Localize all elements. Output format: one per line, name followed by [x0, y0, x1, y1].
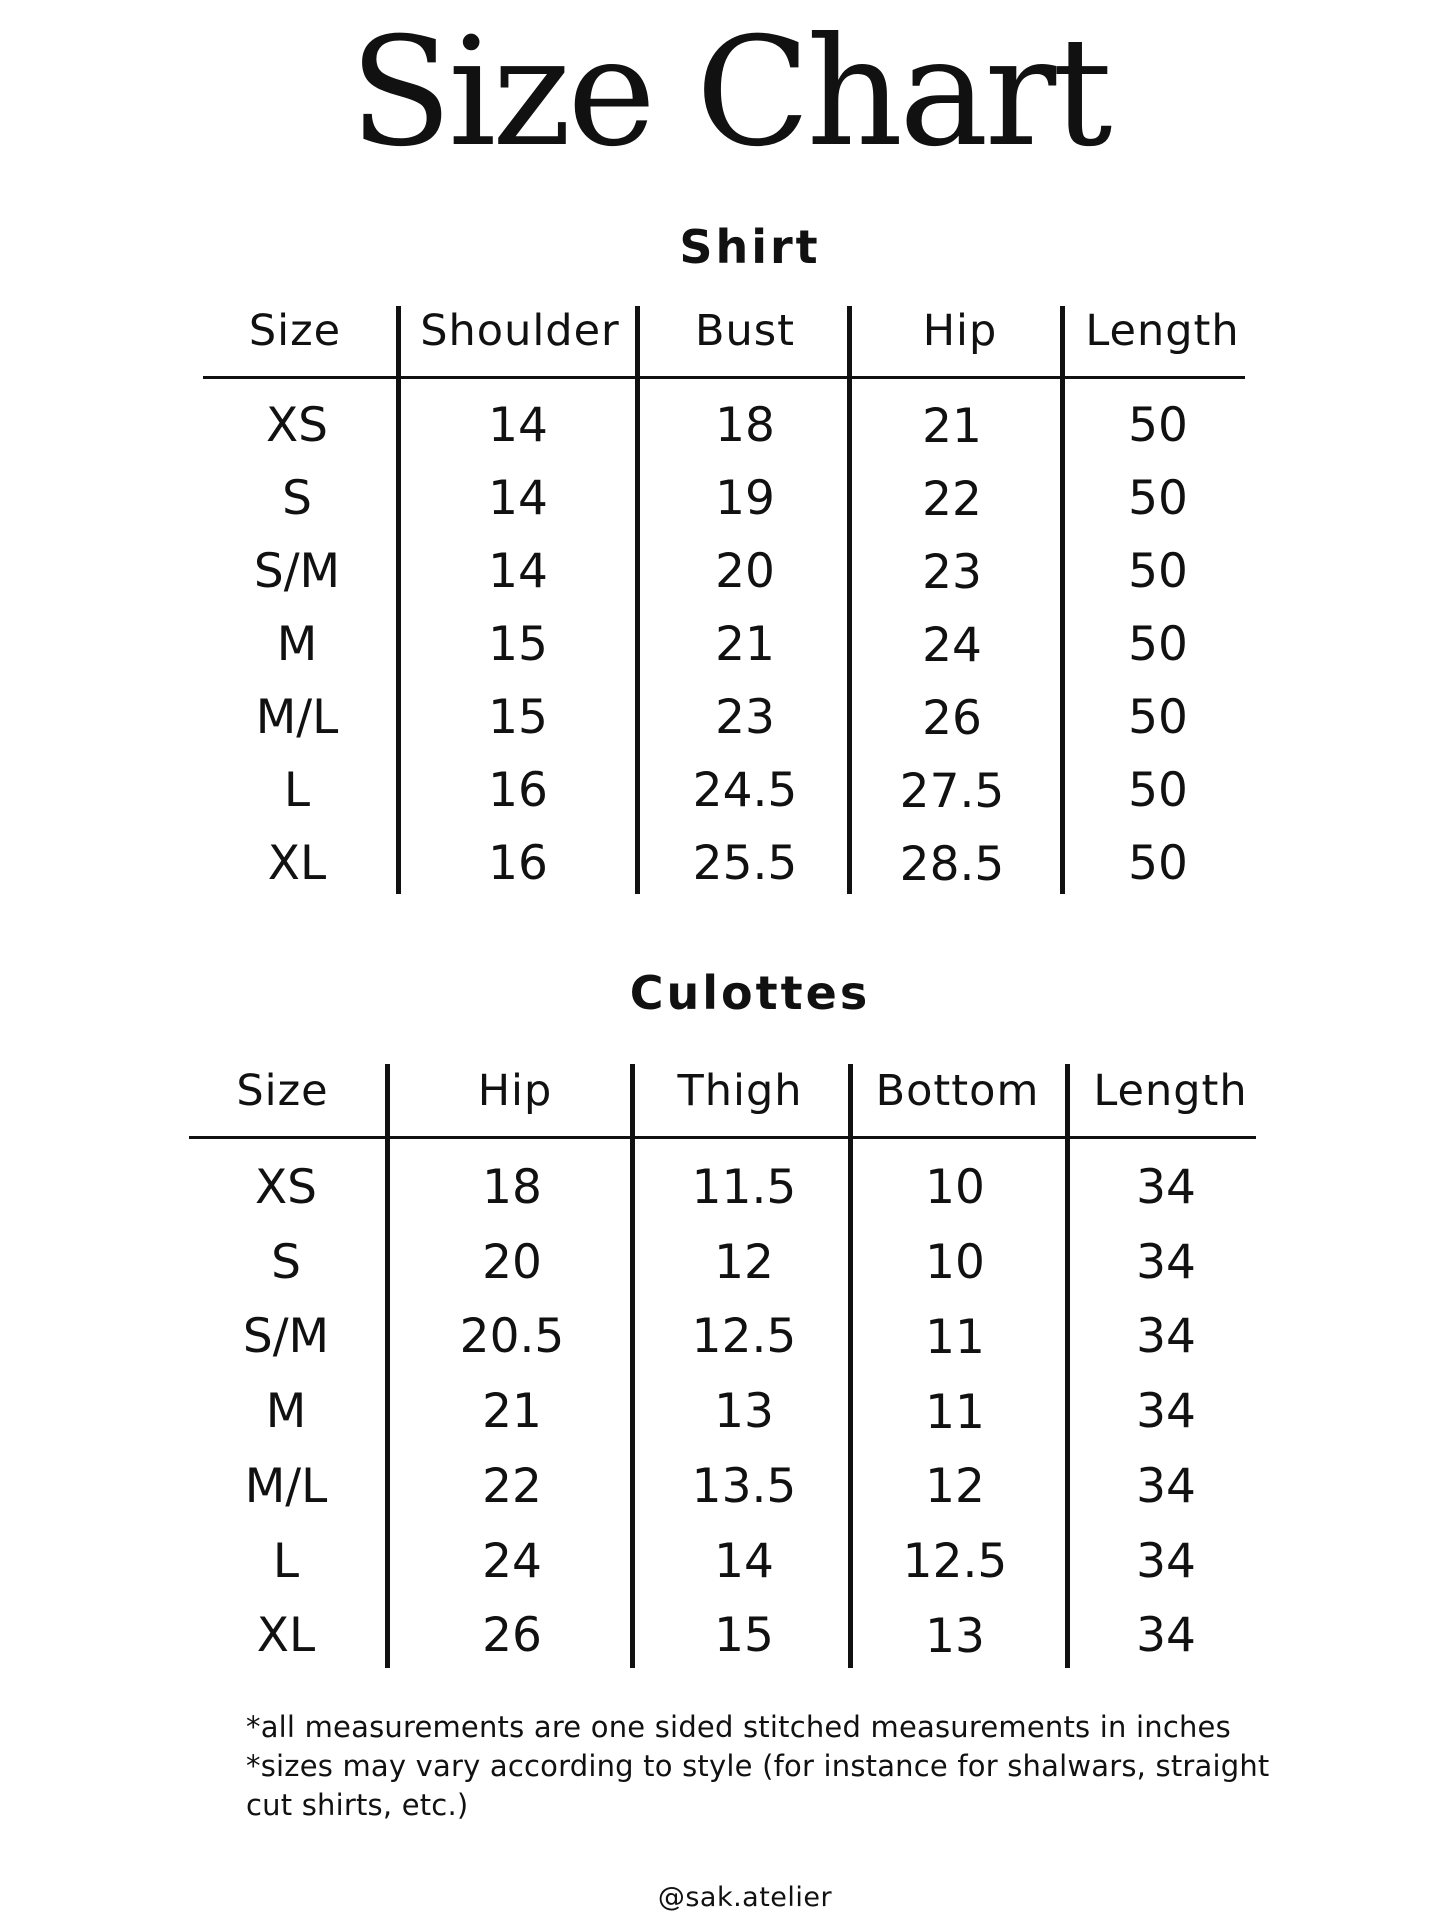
culottes-cell-length: 34	[1136, 1309, 1196, 1364]
shirt-cell-bust: 25.5	[692, 836, 798, 891]
shirt-cell-shoulder: 14	[488, 544, 548, 599]
shirt-cell-shoulder: 16	[488, 836, 548, 891]
culottes-cell-bottom: 12	[925, 1459, 985, 1514]
culottes-cell-thigh: 13.5	[691, 1459, 797, 1514]
culottes-column-divider	[630, 1064, 635, 1668]
shirt-cell-shoulder: 15	[488, 617, 548, 672]
shirt-cell-length: 50	[1128, 763, 1188, 818]
culottes-cell-thigh: 12	[714, 1235, 774, 1290]
culottes-cell-bottom: 12.5	[902, 1534, 1008, 1589]
shirt-cell-hip: 28.5	[899, 837, 1005, 892]
shirt-cell-shoulder: 14	[488, 398, 548, 453]
shirt-cell-length: 50	[1128, 471, 1188, 526]
culottes-cell-length: 34	[1136, 1160, 1196, 1215]
measurement-note: *all measurements are one sided stitched measurements in inches	[246, 1710, 1231, 1744]
shirt-cell-length: 50	[1128, 544, 1188, 599]
shirt-cell-size: S	[282, 471, 312, 526]
culottes-cell-hip: 24	[482, 1534, 542, 1589]
culottes-cell-hip: 22	[482, 1459, 542, 1514]
culottes-cell-length: 34	[1136, 1235, 1196, 1290]
culottes-column-divider	[848, 1064, 853, 1668]
shirt-cell-hip: 26	[922, 691, 982, 746]
culottes-header-hip: Hip	[477, 1066, 553, 1116]
shirt-column-divider	[635, 306, 640, 894]
shirt-cell-size: M	[276, 617, 318, 672]
culottes-cell-thigh: 13	[714, 1384, 774, 1439]
culottes-cell-hip: 21	[482, 1384, 542, 1439]
shirt-cell-hip: 27.5	[899, 764, 1005, 819]
social-handle: @sak.atelier	[657, 1882, 833, 1913]
culottes-cell-thigh: 14	[714, 1534, 774, 1589]
culottes-cell-bottom: 13	[925, 1609, 985, 1664]
culottes-cell-thigh: 15	[714, 1608, 774, 1663]
culottes-cell-hip: 20.5	[459, 1309, 565, 1364]
culottes-header-thigh: Thigh	[677, 1066, 803, 1116]
culottes-cell-length: 34	[1136, 1534, 1196, 1589]
shirt-cell-size: L	[283, 763, 311, 818]
shirt-header-bust: Bust	[694, 306, 795, 356]
shirt-header-rule	[203, 376, 1245, 379]
shirt-section-title: Shirt	[679, 220, 821, 274]
culottes-cell-hip: 20	[482, 1235, 542, 1290]
shirt-cell-size: S/M	[253, 544, 341, 599]
culottes-cell-size: S/M	[242, 1309, 330, 1364]
shirt-cell-bust: 19	[715, 471, 775, 526]
shirt-cell-length: 50	[1128, 836, 1188, 891]
culottes-cell-size: S	[271, 1235, 301, 1290]
shirt-header-hip: Hip	[922, 306, 998, 356]
culottes-section-title: Culottes	[629, 966, 871, 1020]
culottes-cell-bottom: 10	[925, 1160, 985, 1215]
culottes-cell-thigh: 11.5	[691, 1160, 797, 1215]
culottes-cell-size: M	[265, 1384, 307, 1439]
sizing-note-continued: cut shirts, etc.)	[246, 1788, 469, 1822]
shirt-cell-bust: 18	[715, 398, 775, 453]
shirt-cell-bust: 20	[715, 544, 775, 599]
page-title: Size Chart	[349, 6, 1109, 180]
culottes-cell-size: XL	[256, 1608, 316, 1663]
shirt-cell-hip: 21	[922, 399, 982, 454]
shirt-cell-length: 50	[1128, 690, 1188, 745]
culottes-cell-bottom: 10	[925, 1235, 985, 1290]
culottes-header-length: Length	[1093, 1066, 1248, 1116]
shirt-cell-length: 50	[1128, 617, 1188, 672]
culottes-cell-length: 34	[1136, 1384, 1196, 1439]
shirt-cell-bust: 23	[715, 690, 775, 745]
shirt-cell-bust: 24.5	[692, 763, 798, 818]
shirt-header-shoulder: Shoulder	[420, 306, 620, 356]
shirt-header-length: Length	[1085, 306, 1240, 356]
culottes-cell-length: 34	[1136, 1459, 1196, 1514]
culottes-header-size: Size	[236, 1066, 329, 1116]
shirt-cell-shoulder: 15	[488, 690, 548, 745]
culottes-cell-bottom: 11	[925, 1310, 985, 1365]
culottes-header-bottom: Bottom	[875, 1066, 1040, 1116]
culottes-header-rule	[189, 1136, 1256, 1139]
culottes-cell-bottom: 11	[925, 1385, 985, 1440]
culottes-cell-hip: 18	[482, 1160, 542, 1215]
shirt-cell-shoulder: 14	[488, 471, 548, 526]
shirt-cell-size: XS	[265, 398, 329, 453]
culottes-cell-size: M/L	[244, 1459, 328, 1514]
shirt-cell-hip: 22	[922, 472, 982, 527]
shirt-header-size: Size	[248, 306, 342, 356]
shirt-cell-hip: 23	[922, 545, 982, 600]
culottes-cell-size: XS	[254, 1160, 318, 1215]
culottes-cell-thigh: 12.5	[691, 1309, 797, 1364]
shirt-cell-size: XL	[267, 836, 327, 891]
culottes-cell-length: 34	[1136, 1608, 1196, 1663]
shirt-cell-bust: 21	[715, 617, 775, 672]
shirt-cell-shoulder: 16	[488, 763, 548, 818]
shirt-cell-length: 50	[1128, 398, 1188, 453]
shirt-cell-size: M/L	[255, 690, 339, 745]
culottes-cell-size: L	[272, 1534, 300, 1589]
culottes-cell-hip: 26	[482, 1608, 542, 1663]
sizing-note: *sizes may vary according to style (for instance for shalwars, straight	[246, 1749, 1270, 1783]
shirt-cell-hip: 24	[922, 618, 982, 673]
